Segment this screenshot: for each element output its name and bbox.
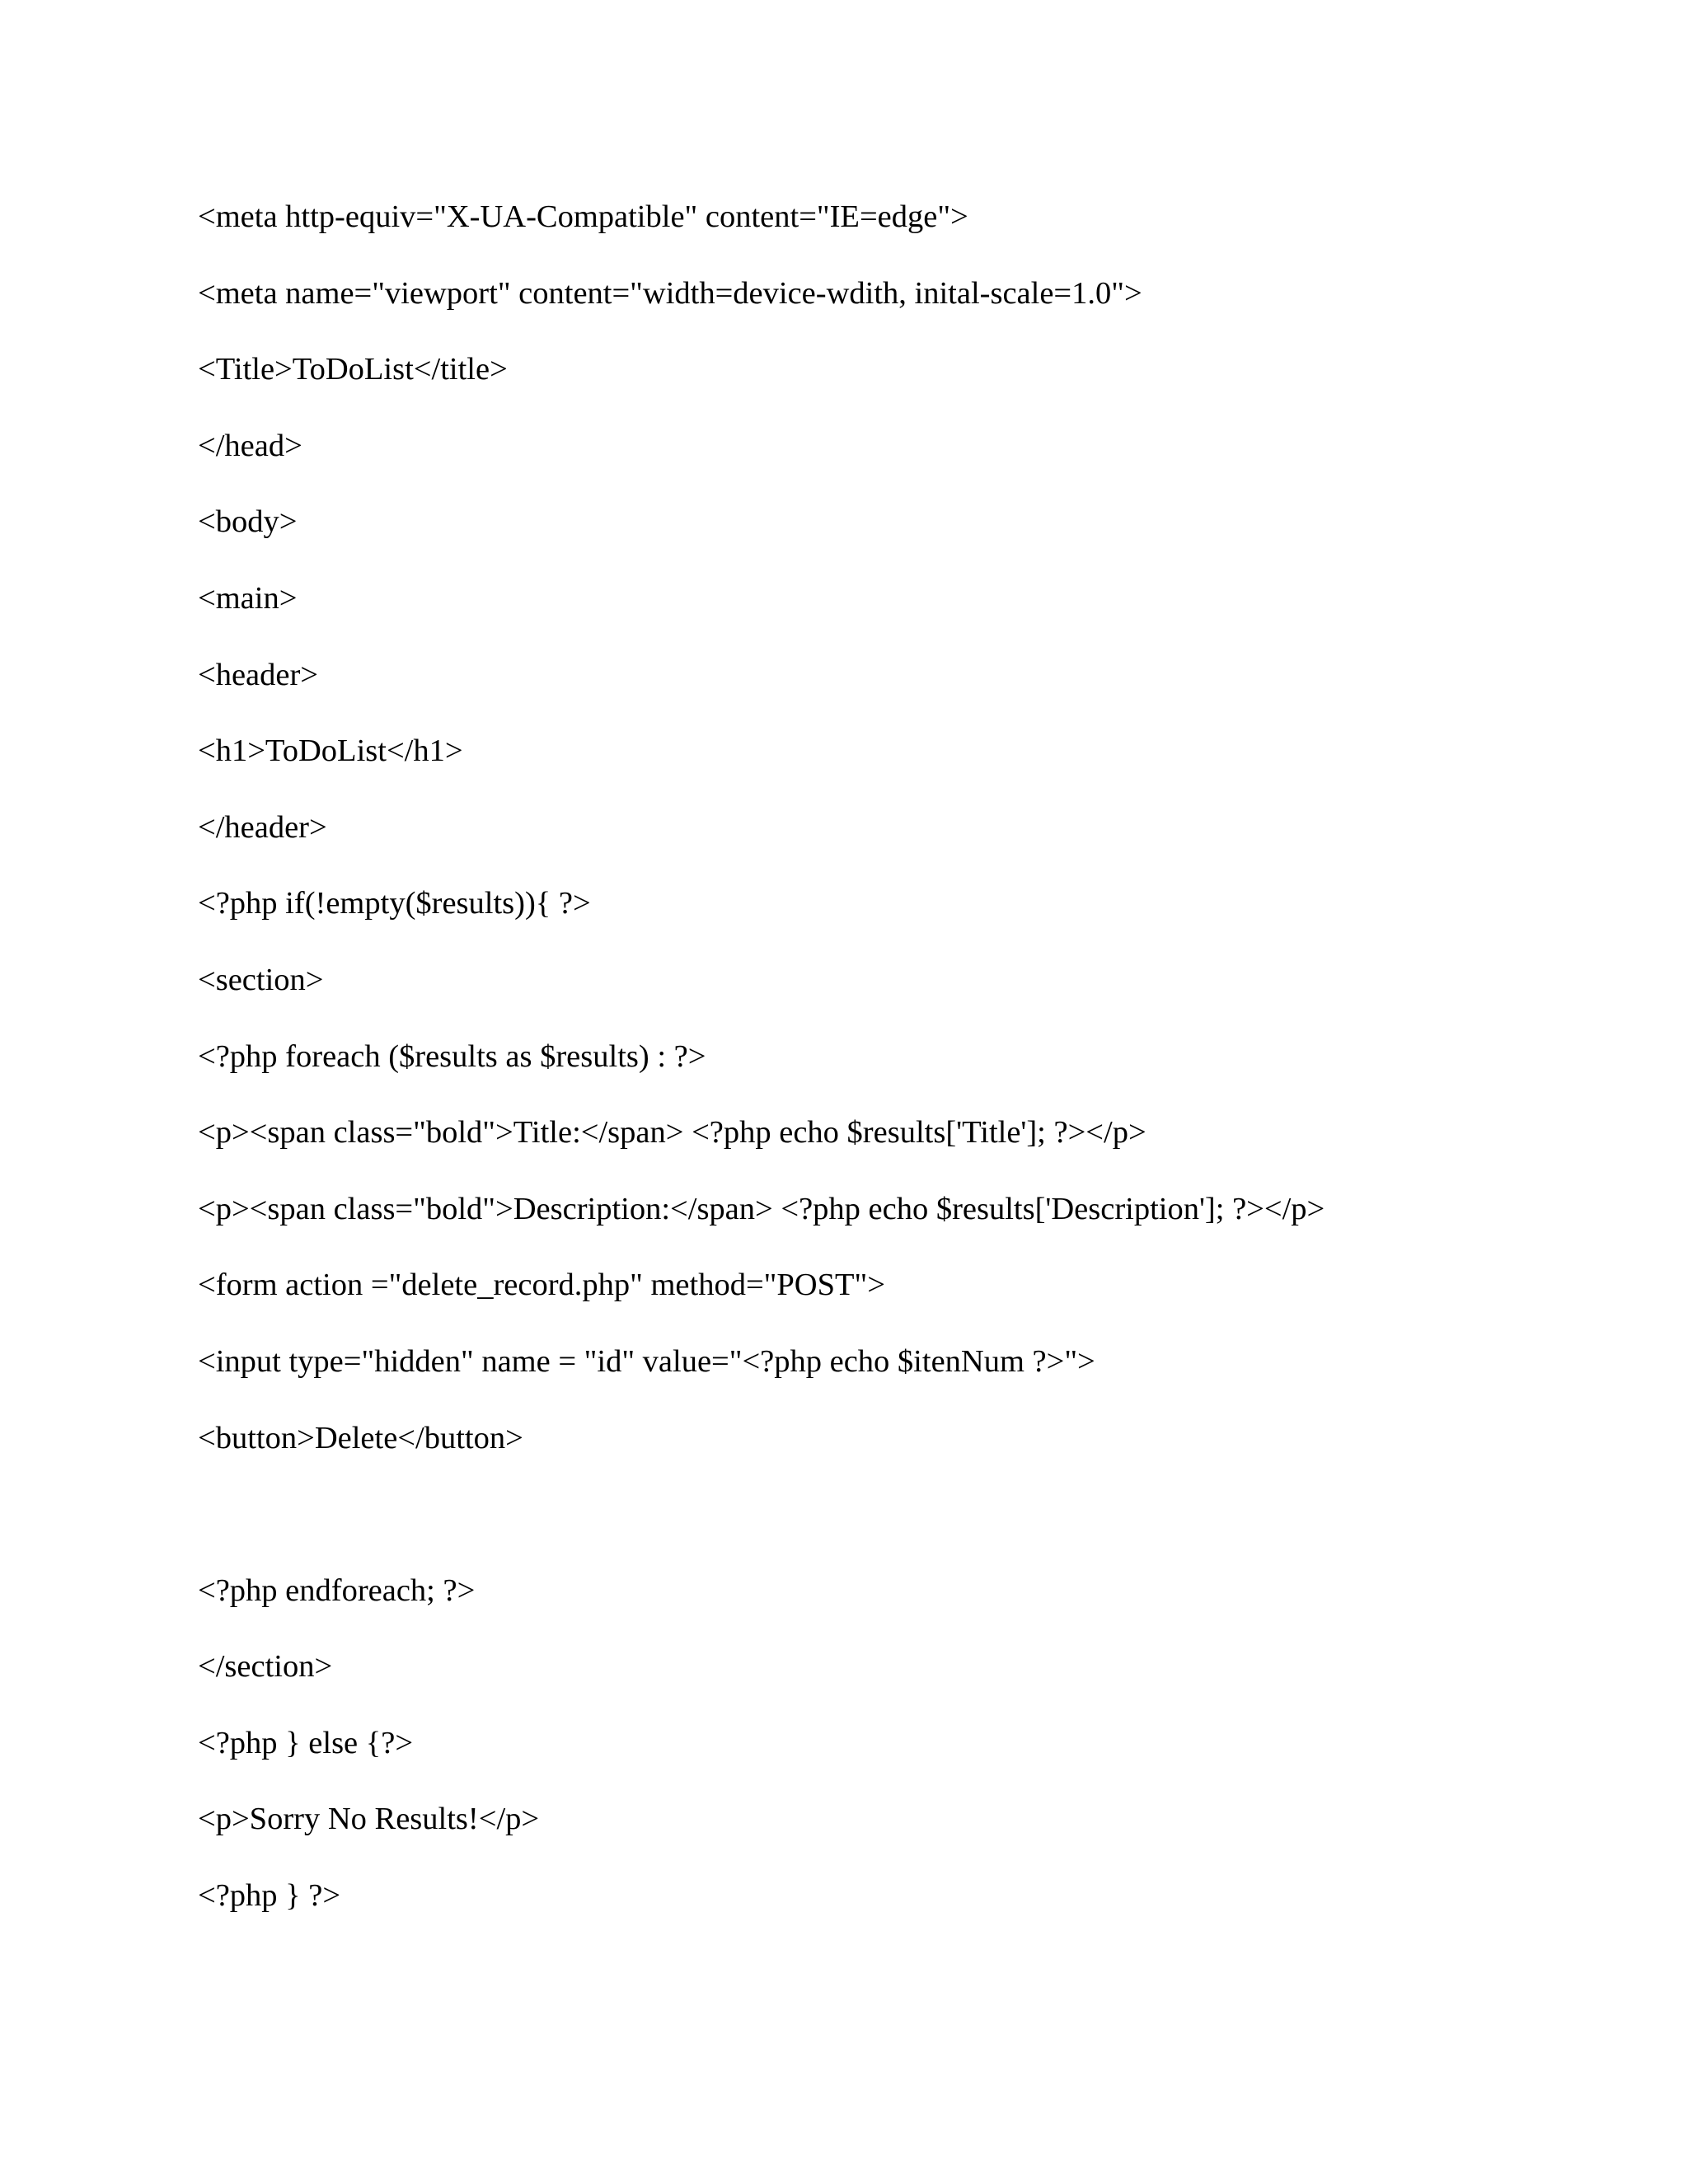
code-line: <?php } else {?>: [198, 1725, 414, 1760]
code-line: <main>: [198, 580, 298, 616]
code-line: <h1>ToDoList</h1>: [198, 733, 463, 769]
code-line: <?php } ?>: [198, 1878, 341, 1914]
code-line: </header>: [198, 809, 327, 845]
code-line: <button>Delete</button>: [198, 1420, 523, 1455]
blank-line: [198, 1491, 1599, 1568]
code-line: <Title>ToDoList</title>: [198, 352, 508, 387]
code-line: <input type="hidden" name = "id" value="<?php echo $itenNum ?>">: [198, 1343, 1095, 1379]
code-line: <form action ="delete_record.php" method="POST">: [198, 1268, 885, 1303]
code-line: <meta http-equiv="X-UA-Compatible" content="IE=edge">: [198, 199, 968, 234]
code-line: <?php if(!empty($results)){ ?>: [198, 886, 591, 921]
code-line: <p><span class="bold">Description:</span> <?php echo $results['Description']; ?></p>: [198, 1191, 1325, 1226]
code-line: <header>: [198, 657, 319, 692]
code-line: <p><span class="bold">Title:</span> <?php echo $results['Title']; ?></p>: [198, 1115, 1146, 1151]
code-line: </head>: [198, 428, 302, 463]
code-line: <?php endforeach; ?>: [198, 1572, 476, 1608]
code-line: <body>: [198, 504, 298, 540]
code-line: <?php foreach ($results as $results) : ?>: [198, 1038, 706, 1074]
code-line: <meta name="viewport" content="width=device-wdith, inital-scale=1.0">: [198, 275, 1142, 311]
code-listing: [198, 194, 1599, 1949]
code-line: <section>: [198, 962, 324, 997]
code-line: </section>: [198, 1649, 333, 1685]
code-line: <p>Sorry No Results!</p>: [198, 1802, 540, 1837]
